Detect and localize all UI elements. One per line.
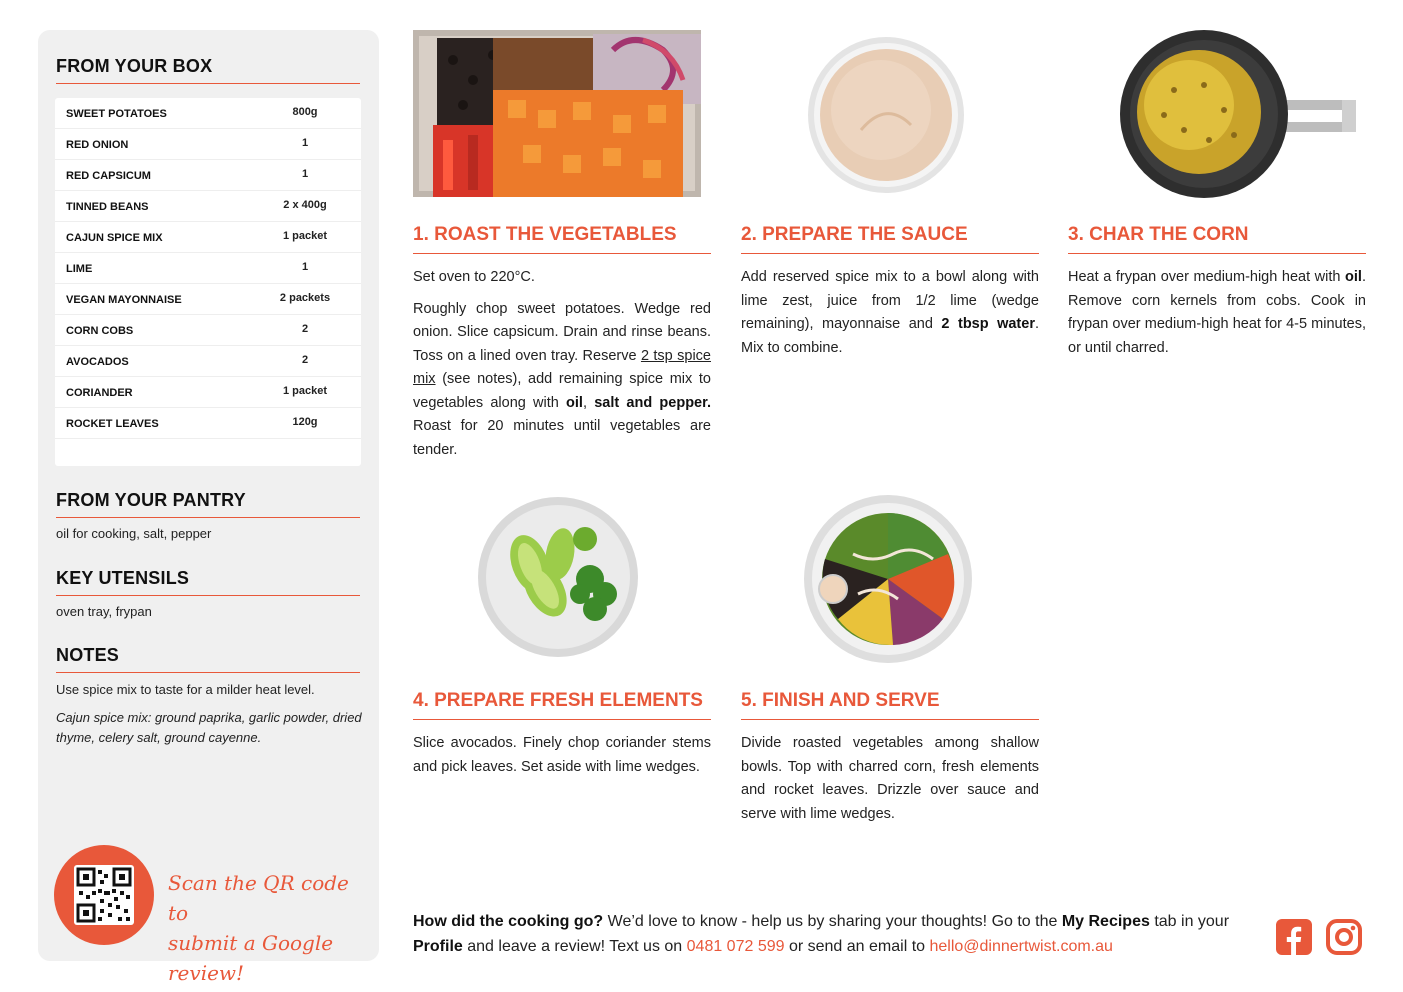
step-3-instructions: Heat a frypan over medium-high heat with oil. Remove corn kernels from cobs. Cook in frypan over medium-high heat for 4-5 minutes, or until charred. [1068,269,1366,356]
spice-mix-note: Cajun spice mix: ground paprika, garlic powder, dried thyme, celery salt, ground cayenne. [56,710,362,745]
step-1-body [413,266,711,470]
qr-cta-line-2: submit a Google review! [168,931,334,985]
ingredient-qty: 2 packets [279,292,331,304]
phone-link[interactable]: 0481 072 599 [686,938,785,955]
ingredient-name: VEGAN MAYONNAISE [66,294,182,306]
ingredient-row [55,377,361,408]
instagram-icon[interactable] [1325,918,1363,956]
ingredient-name: TINNED BEANS [66,201,149,213]
finished-dish-photo [803,494,973,664]
ingredient-row [55,408,361,439]
step-1-oven-temp: Set oven to 220°C. [413,269,535,285]
notes-heading: NOTES [56,645,360,673]
step-5-title: 5. FINISH AND SERVE [741,690,1039,720]
qr-call-to-action [168,868,368,988]
ingredient-qty: 2 x 400g [283,199,327,211]
reserved-spice-note: 2 tsp spice mix [413,347,711,387]
ingredient-qty: 1 [301,261,309,273]
step-2-title: 2. PREPARE THE SAUCE [741,224,1039,254]
ingredient-row [55,129,361,160]
ingredient-name: CAJUN SPICE MIX [66,232,163,244]
ingredients-sidebar [38,30,379,985]
qr-badge[interactable] [54,845,154,945]
step-2-body [741,266,1039,368]
qr-code-icon[interactable] [74,865,134,925]
ingredients-table [55,98,361,466]
ingredient-row [55,346,361,377]
ingredient-row [55,222,361,253]
ingredient-qty: 1 [301,168,309,180]
step-4-body [413,732,711,787]
ingredient-qty: 2 [301,323,309,335]
profile-label: Profile [413,938,463,955]
charred-corn-photo [1114,30,1358,200]
pantry-text: oil for cooking, salt, pepper [56,526,212,541]
notes-text: Use spice mix to taste for a milder heat level. [56,682,315,697]
utensils-text: oven tray, frypan [56,604,152,619]
step-3-body [1068,266,1366,368]
ingredient-qty: 2 [301,354,309,366]
step-1-title: 1. ROAST THE VEGETABLES [413,224,711,254]
sauce-bowl-photo [801,30,971,200]
from-your-pantry-heading: FROM YOUR PANTRY [56,490,360,518]
ingredient-row [55,98,361,129]
key-utensils-heading: KEY UTENSILS [56,568,360,596]
step-5-body [741,732,1039,834]
roast-vegetables-photo [413,30,701,197]
ingredient-row [55,160,361,191]
email-link[interactable]: hello@dinnertwist.com.au [929,938,1113,955]
ingredient-row [55,284,361,315]
ingredient-name: RED ONION [66,139,129,151]
step-3-title: 3. CHAR THE CORN [1068,224,1366,254]
facebook-icon[interactable] [1275,918,1313,956]
ingredient-name: LIME [66,263,93,275]
ingredient-name: RED CAPSICUM [66,170,151,182]
step-1-instructions: Roughly chop sweet potatoes. Wedge red onion. Slice capsicum. Drain and rinse beans. Toss on a lined oven tray. Reserve 2 tsp spice mix (see notes), add remaining spice mix to vegetables along with oil, salt and pepper. Roast for 20 minutes until vegetables are tender. [413,300,711,458]
step-4-instructions: Slice avocados. Finely chop coriander stems and pick leaves. Set aside with lime wedges. [413,735,711,775]
fresh-elements-photo [475,494,641,660]
step-5-instructions: Divide roasted vegetables among shallow bowls. Top with charred corn, fresh elements and rocket leaves. Drizzle over sauce and serve with lime wedges. [741,735,1039,822]
ingredient-name: ROCKET LEAVES [66,418,159,430]
ingredient-name: CORN COBS [66,325,134,337]
ingredient-row [55,315,361,346]
ingredient-name: SWEET POTATOES [66,108,167,120]
ingredient-row [55,191,361,222]
feedback-question: How did the cooking go? [413,913,604,930]
ingredient-qty: 120g [292,416,318,428]
ingredient-name: AVOCADOS [66,356,129,368]
step-2-instructions: Add reserved spice mix to a bowl along with lime zest, juice from 1/2 lime (wedge remaining), mayonnaise and 2 tbsp water. Mix to combine. [741,269,1040,356]
ingredient-qty: 800g [292,106,318,118]
from-your-box-heading: FROM YOUR BOX [56,56,360,84]
ingredient-qty: 1 packet [282,385,328,397]
ingredient-name: CORIANDER [66,387,133,399]
qr-cta-line-1: Scan the QR code to [168,871,349,925]
ingredient-qty: 1 packet [282,230,328,242]
my-recipes-tab-label: My Recipes [1061,913,1150,930]
feedback-footer: How did the cooking go? We’d love to know - help us by sharing your thoughts! Go to the My Recipes tab in your Profile and leave a review! Text us on 0481 072 599 or send an email to hello@dinnertwist.com.au [413,913,1230,955]
ingredient-row [55,253,361,284]
ingredient-qty: 1 [301,137,309,149]
step-4-title: 4. PREPARE FRESH ELEMENTS [413,690,711,720]
